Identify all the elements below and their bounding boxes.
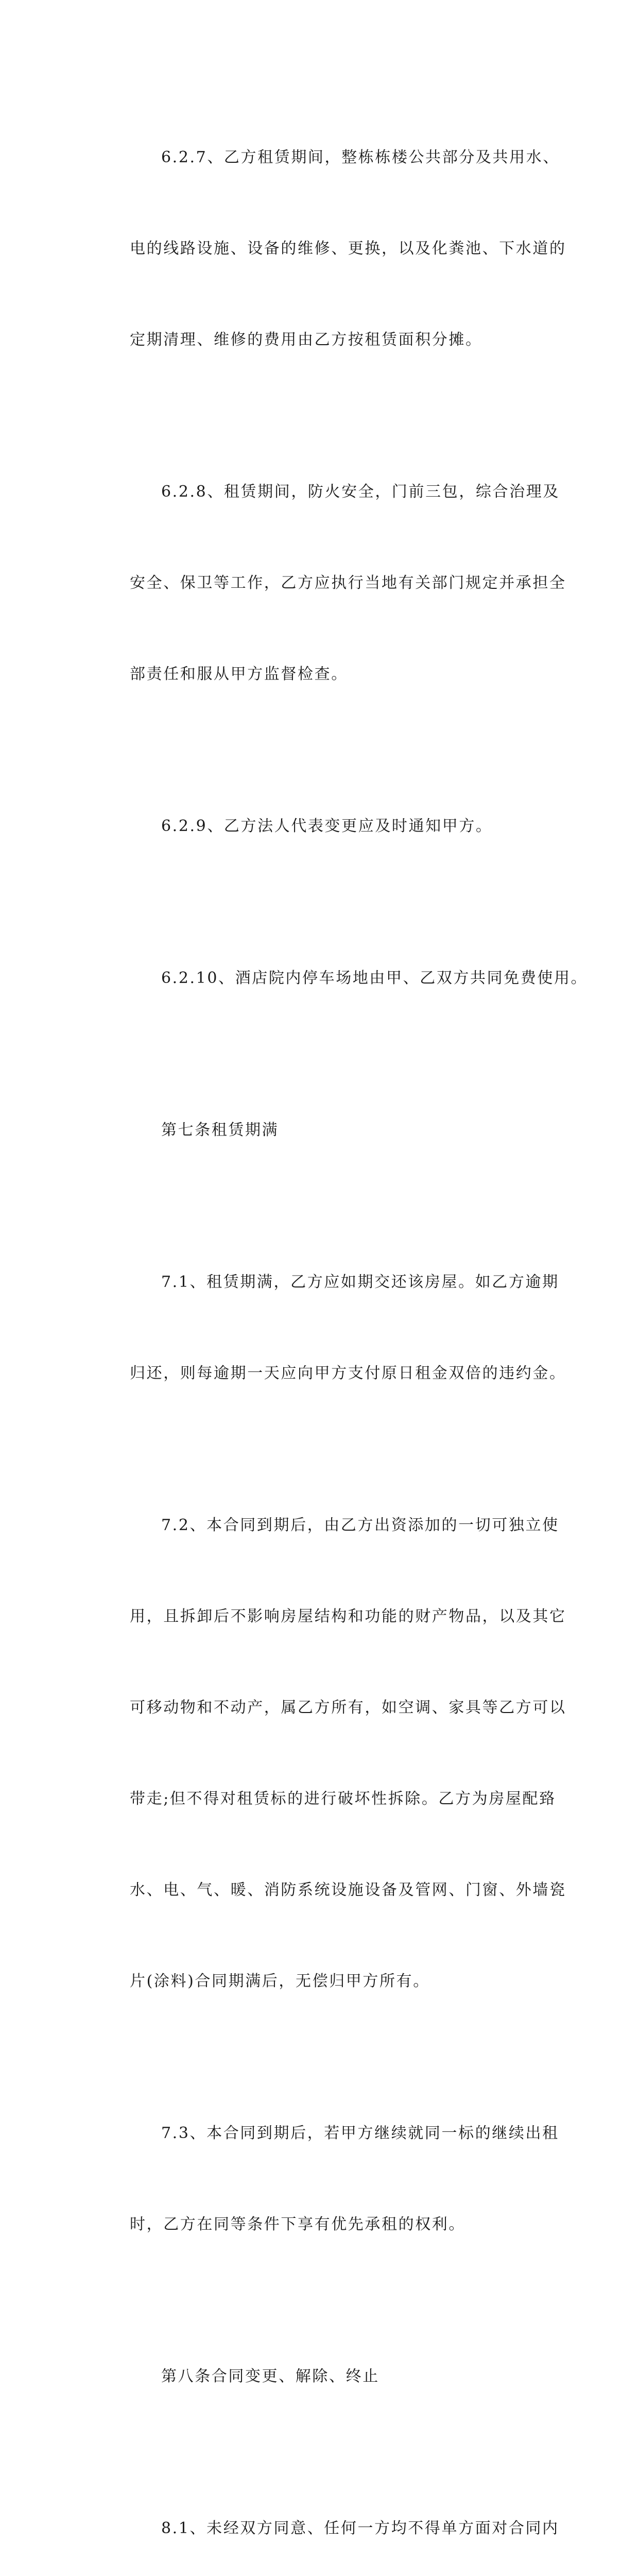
text-line: 时，乙方在同等条件下享有优先承租的权利。 [130, 2215, 465, 2233]
text-line: 水、电、气、暖、消防系统设施设备及管网、门窗、外墙瓷 [130, 1881, 566, 1899]
text-line: 归还，则每逾期一天应向甲方支付原日租金双倍的违约金。 [130, 1364, 566, 1382]
text-line: 6.2.8、租赁期间，防火安全，门前三包，综合治理及 [161, 483, 560, 501]
text-line: 可移动物和不动产，属乙方所有，如空调、家具等乙方可以 [130, 1699, 566, 1717]
clause-6-2-7 [98, 81, 566, 416]
text-line: 电的线路设施、设备的维修、更换，以及化粪池、下水道的 [130, 240, 566, 258]
clause-7-1 [98, 1206, 566, 1449]
text-line: 6.2.7、乙方租赁期间，整栋栋楼公共部分及共用水、 [161, 148, 560, 166]
text-line: 第七条租赁期满 [161, 1121, 279, 1139]
text-line: 安全、保卫等工作，乙方应执行当地有关部门规定并承担全 [130, 574, 566, 592]
text-line: 7.1、租赁期满，乙方应如期交还该房屋。如乙方逾期 [161, 1273, 559, 1291]
clause-7-2 [98, 1449, 566, 2057]
article-7-heading [98, 1054, 546, 1206]
clause-6-2-10 [98, 902, 588, 1054]
article-8-heading [98, 2300, 546, 2452]
text-line: 6.2.10、酒店院内停车场地由甲、乙双方共同免费使用。 [161, 969, 588, 987]
text-line: 第八条合同变更、解除、终止 [161, 2367, 379, 2385]
text-line: 8.1、未经双方同意、任何一方均不得单方面对合同内 [161, 2519, 559, 2537]
text-line: 用，且拆卸后不影响房屋结构和功能的财产物品，以及其它 [130, 1607, 566, 1625]
clause-6-2-8 [98, 416, 566, 750]
text-line: 7.2、本合同到期后，由乙方出资添加的一切可独立使 [161, 1516, 559, 1534]
clause-6-2-9 [98, 750, 546, 902]
clause-7-3 [98, 2057, 559, 2300]
text-line: 7.3、本合同到期后，若甲方继续就同一标的继续出租 [161, 2124, 559, 2142]
text-line: 6.2.9、乙方法人代表变更应及时通知甲方。 [161, 817, 493, 835]
document-page [98, 81, 588, 2576]
clause-8-1 [98, 2452, 559, 2576]
text-line: 定期清理、维修的费用由乙方按租赁面积分摊。 [130, 331, 482, 349]
text-line: 片(涂料)合同期满后，无偿归甲方所有。 [130, 1972, 430, 1990]
text-line: 带走;但不得对租赁标的进行破坏性拆除。乙方为房屋配臵 [130, 1790, 556, 1808]
text-line: 部责任和服从甲方监督检查。 [130, 665, 348, 683]
